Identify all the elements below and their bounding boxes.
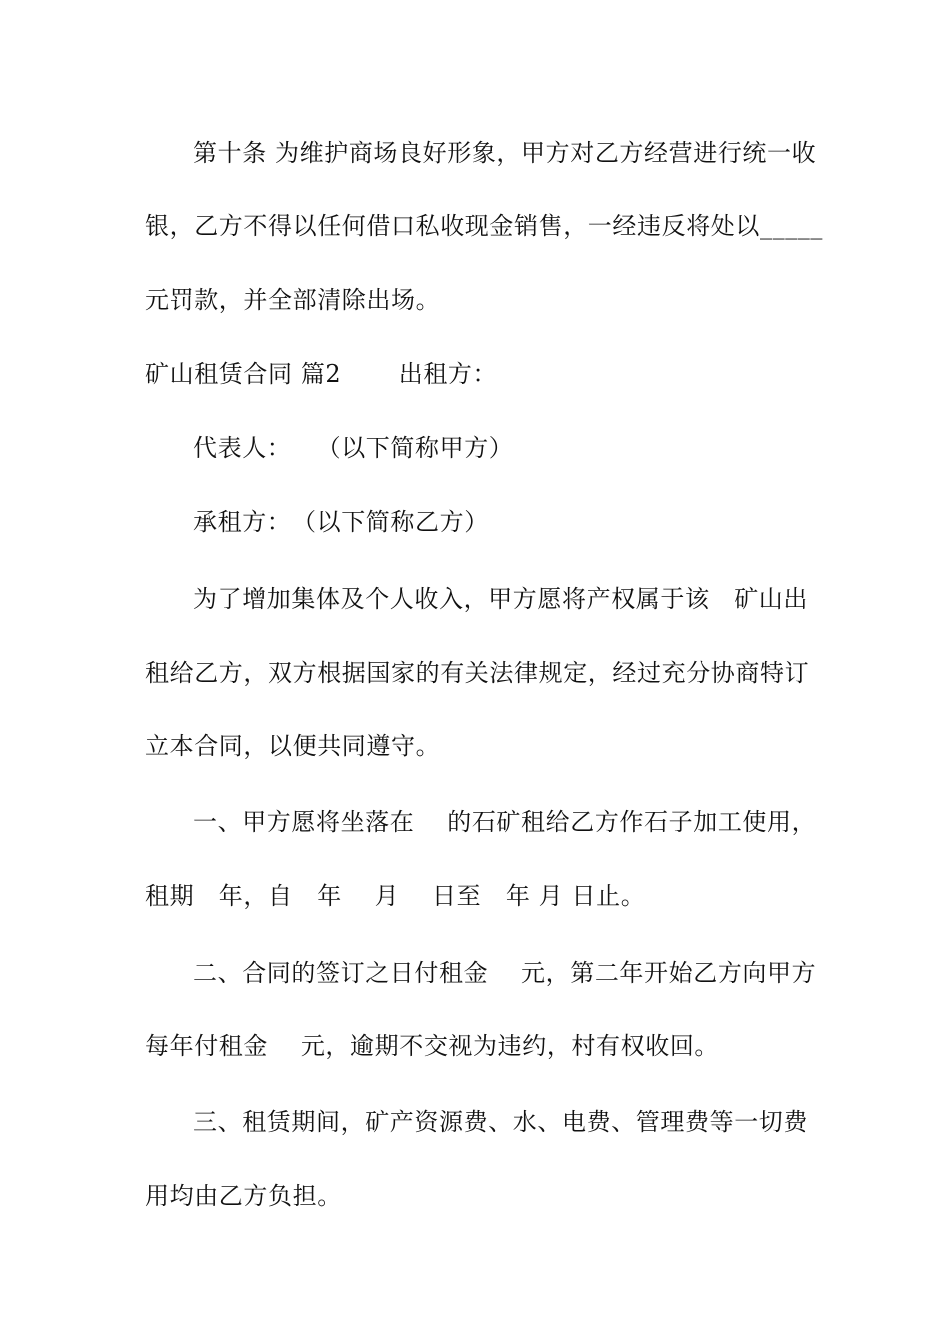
paragraph-line: 承租方： （以下简称乙方） [193,508,489,536]
paragraph-line: 租期 年，自 年 月 日至 年 月 日止。 [145,882,646,910]
paragraph-line: 三、租赁期间，矿产资源费、水、电费、管理费等一切费 [193,1108,808,1136]
paragraph-line: 二、合同的签订之日付租金 元，第二年开始乙方向甲方 [193,959,817,987]
paragraph-line: 每年付租金 元，逾期不交视为违约，村有权收回。 [145,1032,720,1060]
paragraph-line: 立本合同，以便共同遵守。 [145,732,441,760]
paragraph-line: 一、甲方愿将坐落在 的石矿租给乙方作石子加工使用， [193,808,817,836]
paragraph-line: 第十条 为维护商场良好形象，甲方对乙方经营进行统一收 [193,139,817,167]
paragraph-line: 代表人： （以下简称甲方） [193,434,514,462]
paragraph-line: 元罚款，并全部清除出场。 [145,286,441,314]
paragraph-line: 银，乙方不得以任何借口私收现金销售，一经违反将处以_____ [145,212,823,240]
paragraph-line: 租给乙方，双方根据国家的有关法律规定，经过充分协商特订 [145,659,810,687]
paragraph-line: 用均由乙方负担。 [145,1182,342,1210]
section-heading: 矿山租赁合同 篇2 出租方： [145,360,498,388]
paragraph-line: 为了增加集体及个人收入，甲方愿将产权属于该 矿山出 [193,585,808,613]
